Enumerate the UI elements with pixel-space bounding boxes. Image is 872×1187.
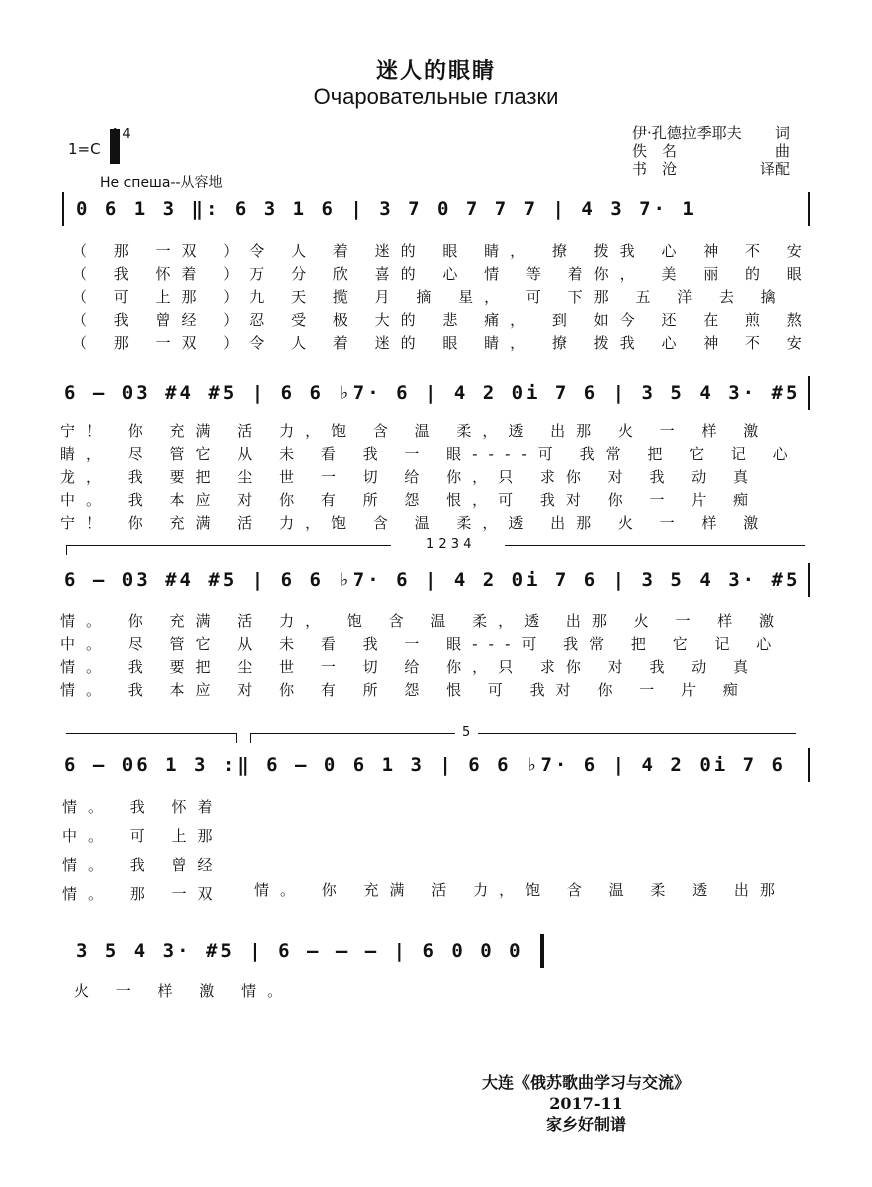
volta-end-tick bbox=[236, 733, 237, 743]
volta-1234-label: 1 2 3 4 bbox=[426, 537, 472, 552]
system-5-lyric-1: 火 一 样 激 情。 bbox=[74, 982, 294, 1000]
volta-5-label: 5 bbox=[462, 725, 471, 740]
song-subtitle: Очаровательные глазки bbox=[313, 84, 559, 109]
system-4-continuation-lyric: 情。 你 充满 活 力，饱 含 温 柔 透 出那 bbox=[254, 881, 786, 899]
volta-tick bbox=[66, 545, 67, 555]
credits bbox=[632, 124, 790, 178]
system-3-lyric-2: 中。 尽 管它 从 未 看 我 一 眼---可 我常 把 它 记 心 bbox=[60, 635, 783, 653]
system-3-notes: 6 – 03 #4 #5 | 6 6 ♭7· 6 | 4 2 0i 7 6 | 3 5 4 3· #5 bbox=[64, 569, 801, 591]
footer-date: 2017-11 bbox=[549, 1094, 623, 1113]
system-2-lyric-4: 中。 我 本应 对 你 有 所 怨 恨，可 我对 你 一 片 痴 bbox=[60, 491, 759, 509]
tempo-marking: Не спеша--从容地 bbox=[100, 175, 223, 191]
volta-line-left bbox=[66, 545, 391, 546]
credit-composer: 佚 名 曲 bbox=[632, 142, 790, 160]
system-4-lyric-2: 中。 可 上那 bbox=[62, 827, 224, 845]
system-2-lyric-1: 宁！ 你 充满 活 力，饱 含 温 柔，透 出那 火 一 样 激 bbox=[60, 422, 770, 440]
song-title: 迷人的眼睛 bbox=[375, 58, 496, 84]
system-3-lyric-3: 情。 我 要把 尘 世 一 切 给 你，只 求你 对 我 动 真 bbox=[60, 658, 759, 676]
footer-author: 家乡好制谱 bbox=[545, 1115, 626, 1134]
system-5-notes: 3 5 4 3· #5 | 6 – – – | 6 0 0 0 bbox=[76, 940, 524, 962]
system-2-notes: 6 – 03 #4 #5 | 6 6 ♭7· 6 | 4 2 0i 7 6 | 3 5 4 3· #5 bbox=[64, 382, 801, 404]
meter-bottom: 4 bbox=[122, 127, 131, 142]
volta-end-line bbox=[66, 733, 236, 734]
volta-line-right bbox=[505, 545, 805, 546]
volta-5-tick bbox=[250, 733, 251, 743]
system-4-lyric-3: 情。 我 曾经 bbox=[62, 856, 224, 874]
system-2-lyric-2: 睛， 尽 管它 从 未 看 我 一 眼----可 我常 把 它 记 心 bbox=[60, 445, 799, 463]
system-1-lyric-1: （ 那 一双 ）令 人 着 迷的 眼 睛， 撩 拨我 心 神 不 安 bbox=[72, 242, 813, 260]
system-1-lyric-5: （ 那 一双 ）令 人 着 迷的 眼 睛， 撩 拨我 心 神 不 安 bbox=[72, 334, 813, 352]
time-signature bbox=[110, 128, 131, 142]
volta-5-line-right bbox=[478, 733, 796, 734]
system-3-lyric-1: 情。 你 充满 活 力， 饱 含 温 柔，透 出那 火 一 样 激 bbox=[60, 612, 785, 630]
system-1-lyric-4: （ 我 曾经 ）忍 受 极 大的 悲 痛， 到 如今 还 在 煎 熬 bbox=[72, 311, 813, 329]
system-1-lyric-2: （ 我 怀着 ）万 分 欣 喜的 心 情 等 着你， 美 丽 的 眼 bbox=[72, 265, 813, 283]
volta-5-line-left bbox=[250, 733, 455, 734]
system-4-lyric-4: 情。 那 一双 bbox=[62, 885, 224, 903]
footer bbox=[0, 1072, 872, 1135]
system-4-notes: 6 – 06 1 3 :‖ 6 – 0 6 1 3 | 6 6 ♭7· 6 | 4 2 0i 7 6 bbox=[64, 754, 786, 776]
system-4-lyric-1: 情。 我 怀着 bbox=[62, 798, 224, 816]
system-2-lyric-5: 宁！ 你 充满 活 力，饱 含 温 柔，透 出那 火 一 样 激 bbox=[60, 514, 770, 532]
key-signature: 1=C bbox=[68, 140, 101, 158]
credit-translator: 书 沧 译配 bbox=[632, 160, 790, 178]
credit-lyricist: 伊·孔德拉季耶夫 词 bbox=[632, 124, 790, 142]
system-1-notes: 0 6 1 3 ‖: 6 3 1 6 | 3 7 0 7 7 7 | 4 3 7· 1 bbox=[76, 198, 697, 220]
footer-publisher: 大连《俄苏歌曲学习与交流》 bbox=[481, 1073, 690, 1092]
system-3-lyric-4: 情。 我 本应 对 你 有 所 怨 恨 可 我对 你 一 片 痴 bbox=[60, 681, 749, 699]
system-1-lyric-3: （ 可 上那 ）九 天 揽 月 摘 星， 可 下那 五 洋 去 擒 bbox=[72, 288, 787, 306]
system-2-lyric-3: 龙， 我 要把 尘 世 一 切 给 你，只 求你 对 我 动 真 bbox=[60, 468, 759, 486]
